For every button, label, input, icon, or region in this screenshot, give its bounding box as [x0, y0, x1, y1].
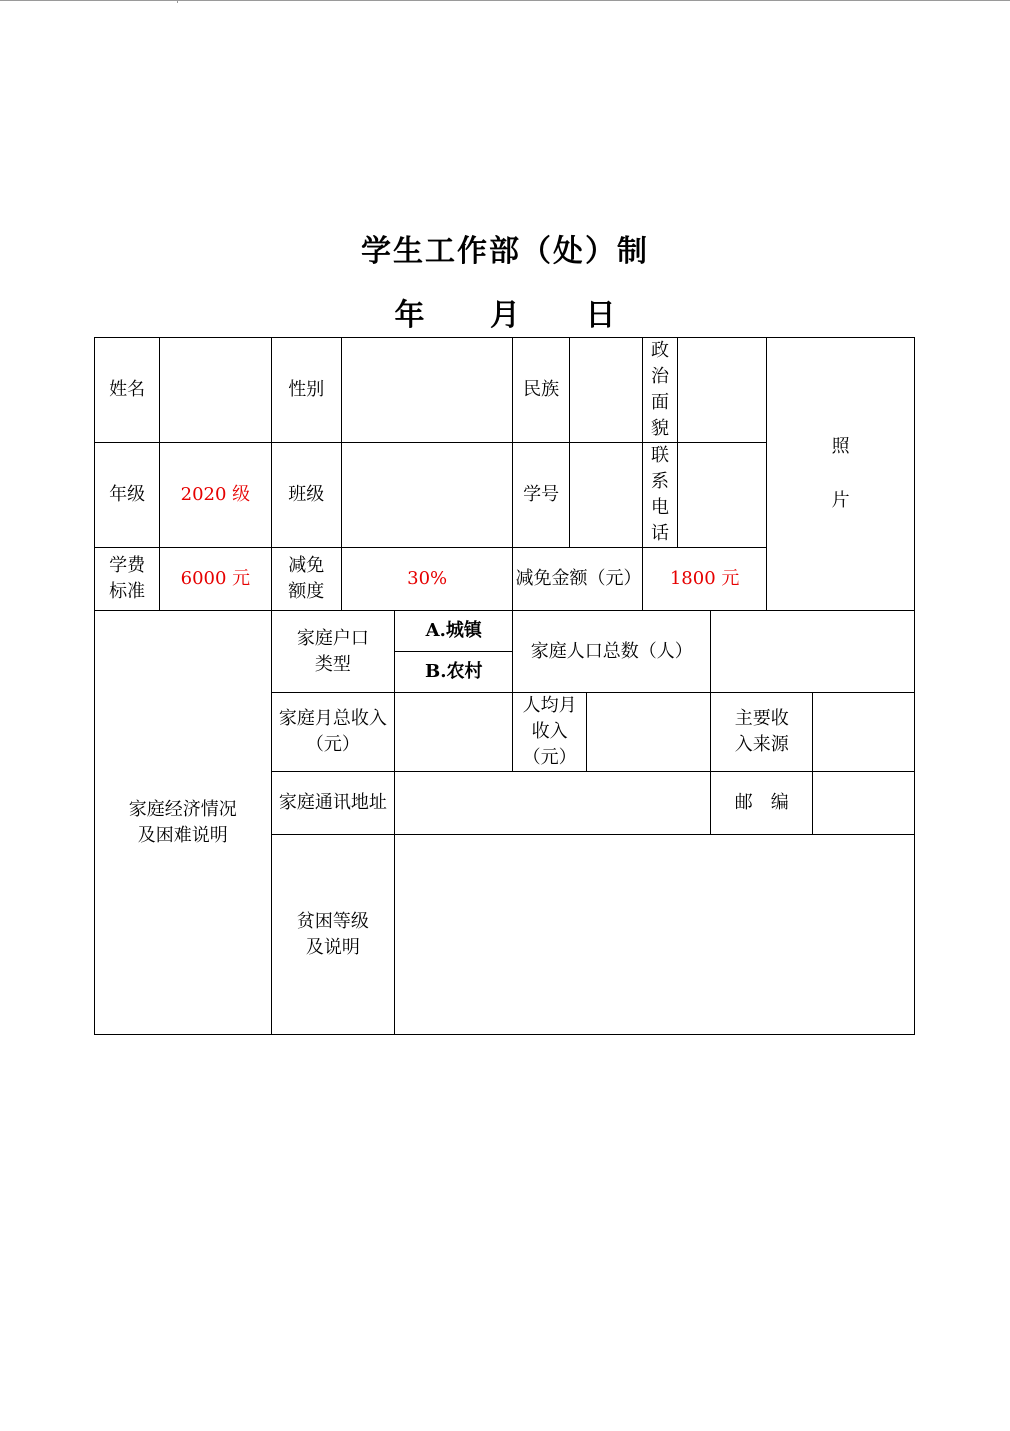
per-capita-income-label: 人均月收入 （元） — [513, 693, 586, 772]
address-label: 家庭通讯地址 — [271, 772, 394, 835]
document-title: 学生工作部（处）制 — [361, 234, 649, 269]
ethnicity-field[interactable] — [569, 338, 642, 443]
aid-application-form — [94, 337, 915, 1035]
political-status-field[interactable] — [678, 338, 767, 443]
page-top-tick — [177, 0, 178, 3]
phone-field[interactable] — [678, 443, 767, 548]
photo-box[interactable] — [767, 338, 915, 611]
income-source-label: 主要收 入来源 — [711, 693, 813, 772]
tuition-label: 学费 标准 — [95, 548, 160, 611]
reduction-amount-field[interactable]: 1800 元 — [642, 548, 766, 611]
form-row-basic-info — [95, 338, 915, 443]
photo-label-line2: 片 — [831, 490, 850, 511]
form-row-household-a — [95, 611, 915, 652]
reduction-amount-label: 减免金额（元） — [513, 548, 642, 611]
income-source-field[interactable] — [813, 693, 915, 772]
class-label: 班级 — [271, 443, 341, 548]
ethnicity-label: 民族 — [513, 338, 569, 443]
grade-label: 年级 — [95, 443, 160, 548]
household-population-field[interactable] — [711, 611, 915, 693]
tuition-field[interactable]: 6000 元 — [160, 548, 271, 611]
household-type-label: 家庭户口 类型 — [271, 611, 394, 693]
date-year-label: 年 — [394, 298, 425, 333]
class-field[interactable] — [341, 443, 513, 548]
poverty-level-label: 贫困等级 及说明 — [271, 835, 394, 1035]
postcode-field[interactable] — [813, 772, 915, 835]
postcode-label: 邮 编 — [711, 772, 813, 835]
reduction-rate-label: 减免 额度 — [271, 548, 341, 611]
grade-field[interactable]: 2020 级 — [160, 443, 271, 548]
student-id-field[interactable] — [569, 443, 642, 548]
student-id-label: 学号 — [513, 443, 569, 548]
poverty-level-field[interactable] — [395, 835, 915, 1035]
reduction-rate-field[interactable]: 30% — [341, 548, 513, 611]
photo-label-line1: 照 — [831, 436, 850, 457]
address-field[interactable] — [395, 772, 711, 835]
monthly-income-field[interactable] — [395, 693, 513, 772]
date-line — [0, 290, 1010, 334]
per-capita-income-field[interactable] — [586, 693, 710, 772]
household-option-rural[interactable]: B.农村 — [395, 652, 513, 693]
name-field[interactable] — [160, 338, 271, 443]
household-option-urban[interactable]: A.城镇 — [395, 611, 513, 652]
political-status-label: 政治 面貌 — [642, 338, 677, 443]
monthly-income-label: 家庭月总收入 （元） — [271, 693, 394, 772]
date-day-label: 日 — [585, 298, 616, 333]
gender-label: 性别 — [271, 338, 341, 443]
date-month-label: 月 — [490, 298, 520, 333]
page-top-rule — [0, 0, 1010, 1]
gender-field[interactable] — [341, 338, 513, 443]
household-population-label: 家庭人口总数（人） — [513, 611, 711, 693]
photo-spacer — [769, 460, 912, 488]
name-label: 姓名 — [95, 338, 160, 443]
phone-label: 联系 电话 — [642, 443, 677, 548]
family-situation-section-label: 家庭经济情况 及困难说明 — [95, 611, 272, 1035]
